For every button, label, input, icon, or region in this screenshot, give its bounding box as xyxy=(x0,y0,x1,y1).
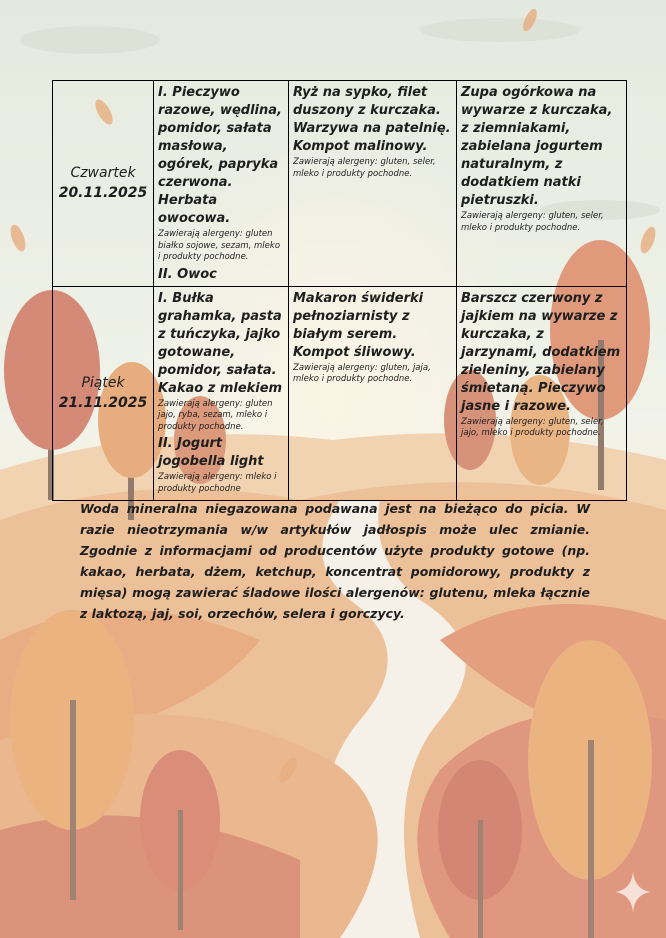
main-course-text: Ryż na sypko, filet duszony z kurczaka. Warzywa na patelnię. Kompot malinowy. xyxy=(293,85,451,154)
main-course-text: Makaron świderki pełnoziarnisty z białym serem. Kompot śliwowy. xyxy=(293,290,424,360)
menu-table xyxy=(52,80,627,501)
allergens-note: Zawierają alergeny: gluten, seler, mleko i produkty pochodne. xyxy=(293,157,436,179)
soup-text: Zupa ogórkowa na wywarze z kurczaka, z ziemniakami, zabielana jogurtem naturalnym, z dodatkiem natki pietruszki. xyxy=(461,85,613,208)
day-date: 21.11.2025 xyxy=(58,395,148,411)
day-name: Piątek xyxy=(81,375,125,391)
main-course-cell xyxy=(289,81,457,287)
allergens-note: Zawierają alergeny: mleko i produkty pochodne xyxy=(158,472,277,494)
day-cell xyxy=(53,286,154,500)
main-course-cell xyxy=(289,286,457,500)
allergens-note: Zawierają alergeny: gluten białko sojowe, sezam, mleko i produkty pochodne. xyxy=(158,229,281,262)
allergens-note: Zawierają alergeny: gluten, seler, jajo, mleko i produkty pochodne. xyxy=(461,416,604,438)
allergens-note: Zawierają alergeny: gluten jajo, ryba, sezam, mleko i produkty pochodne. xyxy=(158,398,273,432)
second-breakfast-text: II. Owoc xyxy=(158,266,217,282)
breakfast-text: I. Pieczywo razowe, wędlina, pomidor, sałata masłowa, ogórek, papryka czerwona. Herbata owocowa. xyxy=(158,85,282,226)
day-date: 20.11.2025 xyxy=(58,185,148,202)
soup-text: Barszcz czerwony z jajkiem na wywarze z kurczaka, z jarzynami, dodatkiem zieleniny, zabielany śmietaną. Pieczywo jasne i razowe. xyxy=(461,290,621,414)
second-breakfast-text: II. Jogurt jogobella light xyxy=(158,436,264,469)
soup-cell xyxy=(457,286,627,500)
sparkle-icon xyxy=(615,872,651,912)
breakfast-cell xyxy=(154,286,289,500)
footer-note: Woda mineralna niegazowana podawana jest na bieżąco do picia. W razie nieotrzymania w/w artykułów jadłospis może ulec zmianie. Zgodnie z informacjami od producentów użyte produkty gotowe (np. kakao, herbata, dżem, ketchup, koncentrat pomidorowy, produkty z mięsa) mogą zawierać śladowe ilości alergenów: glutenu, mleka łącznie z laktozą, jaj, soi, orzechów, selera i gorczycy. xyxy=(80,501,590,621)
allergens-note: Zawierają alergeny: gluten, jaja, mleko i produkty pochodne. xyxy=(293,362,431,384)
breakfast-cell xyxy=(154,81,289,287)
day-cell xyxy=(53,81,154,287)
table-row xyxy=(53,81,627,287)
table-row xyxy=(53,286,627,500)
soup-cell xyxy=(457,81,627,287)
breakfast-text: I. Bułka grahamka, pasta z tuńczyka, jajko gotowane, pomidor, sałata. Kakao z mlekiem xyxy=(158,290,283,396)
allergens-note: Zawierają alergeny: gluten, seler, mleko i produkty pochodne. xyxy=(461,211,604,233)
day-name: Czwartek xyxy=(70,165,136,182)
